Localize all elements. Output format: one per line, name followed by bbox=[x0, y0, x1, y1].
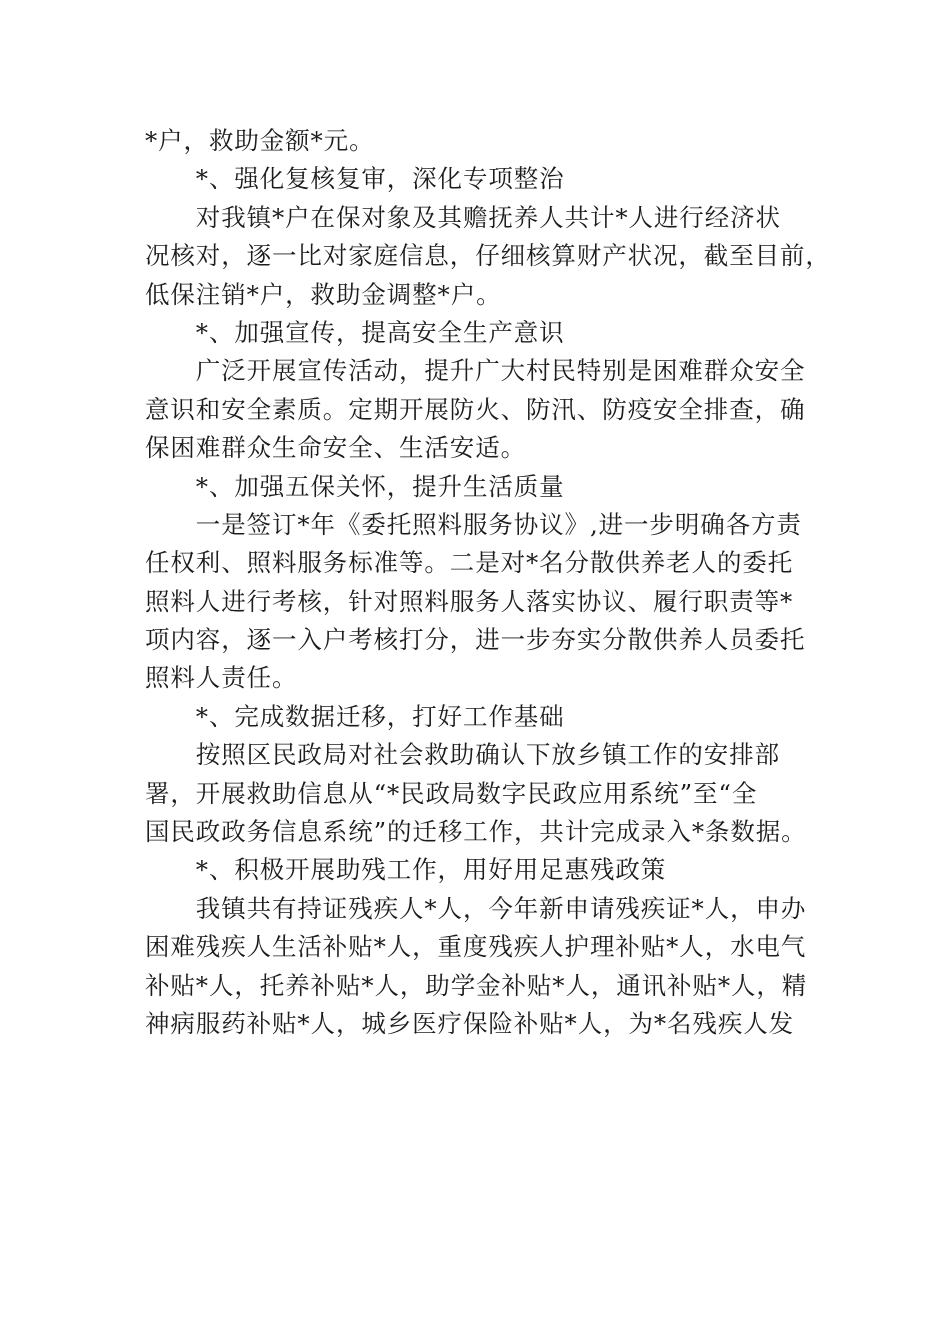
heading-line: *、完成数据迁移，打好工作基础 bbox=[145, 701, 565, 731]
text-line: 补贴*人，托养补贴*人，助学金补贴*人，通讯补贴*人，精 bbox=[145, 970, 808, 1000]
section-heading bbox=[145, 468, 807, 506]
text-line: 照料人责任。 bbox=[145, 663, 298, 693]
section-heading bbox=[145, 160, 807, 198]
text-line: 困难残疾人生活补贴*人，重度残疾人护理补贴*人，水电气 bbox=[145, 932, 807, 962]
text-line: 按照区民政局对社会救助确认下放乡镇工作的安排部 bbox=[145, 740, 780, 770]
paragraph bbox=[145, 736, 807, 851]
text-line: 我镇共有持证残疾人*人，今年新申请残疾证*人，申办 bbox=[145, 893, 807, 923]
heading-line: *、积极开展助残工作，用好用足惠残政策 bbox=[145, 855, 667, 885]
text-line: 任权利、照料服务标准等。二是对*名分散供养老人的委托 bbox=[145, 548, 794, 578]
section-heading bbox=[145, 314, 807, 352]
text-line: 一是签订*年《委托照料服务协议》,进一步明确各方责 bbox=[145, 509, 802, 539]
section-heading bbox=[145, 698, 807, 736]
text-line: *户，救助金额*元。 bbox=[145, 126, 375, 155]
text-line: 署，开展救助信息从“*民政局数字民政应用系统”至“全 bbox=[145, 778, 758, 808]
paragraph bbox=[145, 352, 807, 467]
heading-line: *、加强五保关怀，提升生活质量 bbox=[145, 471, 565, 501]
text-line: 对我镇*户在保对象及其赡抚养人共计*人进行经济状 bbox=[145, 202, 781, 232]
text-line: 照料人进行考核，针对照料服务人落实协议、履行职责等* bbox=[145, 586, 794, 616]
text-line: 意识和安全素质。定期开展防火、防汛、防疫安全排查，确 bbox=[145, 394, 806, 424]
paragraph bbox=[145, 506, 807, 698]
text-line: 况核对，逐一比对家庭信息，仔细核算财产状况，截至目前， bbox=[145, 241, 831, 271]
text-line: 国民政政务信息系统”的迁移工作，共计完成录入*条数据。 bbox=[145, 817, 807, 847]
section-heading bbox=[145, 851, 807, 889]
text-line: 低保注销*户，救助金调整*户。 bbox=[145, 279, 502, 309]
paragraph bbox=[145, 122, 807, 160]
document-body bbox=[145, 122, 831, 1043]
paragraph bbox=[145, 199, 831, 314]
text-line: 神病服药补贴*人，城乡医疗保险补贴*人，为*名残疾人发 bbox=[145, 1008, 795, 1038]
text-line: 广泛开展宣传活动，提升广大村民特别是困难群众安全 bbox=[145, 356, 806, 386]
heading-line: *、强化复核复审，深化专项整治 bbox=[145, 164, 565, 194]
paragraph bbox=[145, 890, 807, 1044]
heading-line: *、加强宣传，提高安全生产意识 bbox=[145, 317, 565, 347]
text-line: 保困难群众生命安全、生活安适。 bbox=[145, 433, 526, 463]
text-line: 项内容，逐一入户考核打分，进一步夯实分散供养人员委托 bbox=[145, 625, 806, 655]
